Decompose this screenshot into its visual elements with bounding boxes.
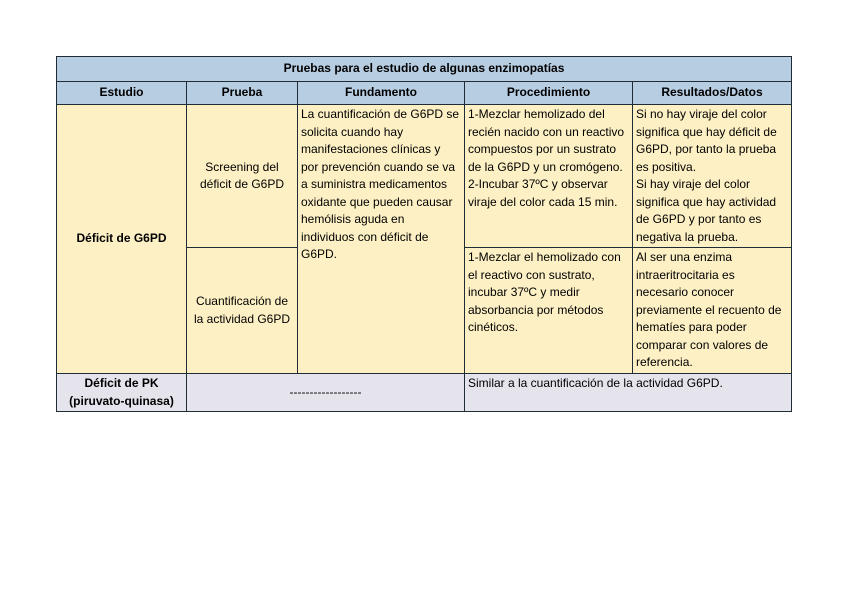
title-row	[57, 57, 792, 82]
estudio-pk	[57, 374, 187, 412]
procedimiento-step-1: 1-Mezclar hemolizado del recién nacido con un reactivo compuestos por un sustrato de la G6PD y un cromógeno.	[468, 107, 625, 174]
prueba-fundamento-pk: ------------------	[187, 374, 465, 412]
header-procedimiento: Procedimiento	[465, 82, 633, 105]
estudio-pk-line2: (piruvato-quinasa)	[69, 393, 174, 408]
procedimiento-pk: Similar a la cuantificación de la actividad G6PD.	[465, 374, 792, 412]
enzimopatias-table	[56, 56, 792, 412]
header-row	[57, 82, 792, 105]
prueba-screening: Screening del déficit de G6PD	[187, 105, 298, 248]
header-prueba: Prueba	[187, 82, 298, 105]
fundamento-g6pd: La cuantificación de G6PD se solicita cuando hay manifestaciones clínicas y por prevención cuando se va a suministra medicamentos oxidante que pueden causar hemólisis aguda en individuos con déficit de G6PD.	[298, 105, 465, 374]
resultados-screening	[633, 105, 792, 248]
prueba-cuantificacion: Cuantificación de la actividad G6PD	[187, 248, 298, 374]
procedimiento-cuantificacion: 1-Mezclar el hemolizado con el reactivo con sustrato, incubar 37ºC y medir absorbancia por métodos cinéticos.	[465, 248, 633, 374]
table-row	[57, 374, 792, 412]
header-estudio: Estudio	[57, 82, 187, 105]
table-row	[57, 105, 792, 248]
resultado-negativo: Si hay viraje del color significa que hay actividad de G6PD y por tanto es negativa la prueba.	[636, 177, 777, 244]
resultado-positivo: Si no hay viraje del color significa que hay déficit de G6PD, por tanto la prueba es positiva.	[636, 107, 777, 174]
header-resultados: Resultados/Datos	[633, 82, 792, 105]
procedimiento-step-2: 2-Incubar 37ºC y observar viraje del color cada 15 min.	[468, 177, 618, 209]
header-fundamento: Fundamento	[298, 82, 465, 105]
estudio-g6pd: Déficit de G6PD	[57, 105, 187, 374]
table-title: Pruebas para el estudio de algunas enzimopatías	[57, 57, 792, 82]
procedimiento-screening	[465, 105, 633, 248]
estudio-pk-line1: Déficit de PK	[84, 376, 159, 390]
resultados-cuantificacion: Al ser una enzima intraeritrocitaria es necesario conocer previamente el recuento de hematíes para poder comparar con valores de referencia.	[633, 248, 792, 374]
